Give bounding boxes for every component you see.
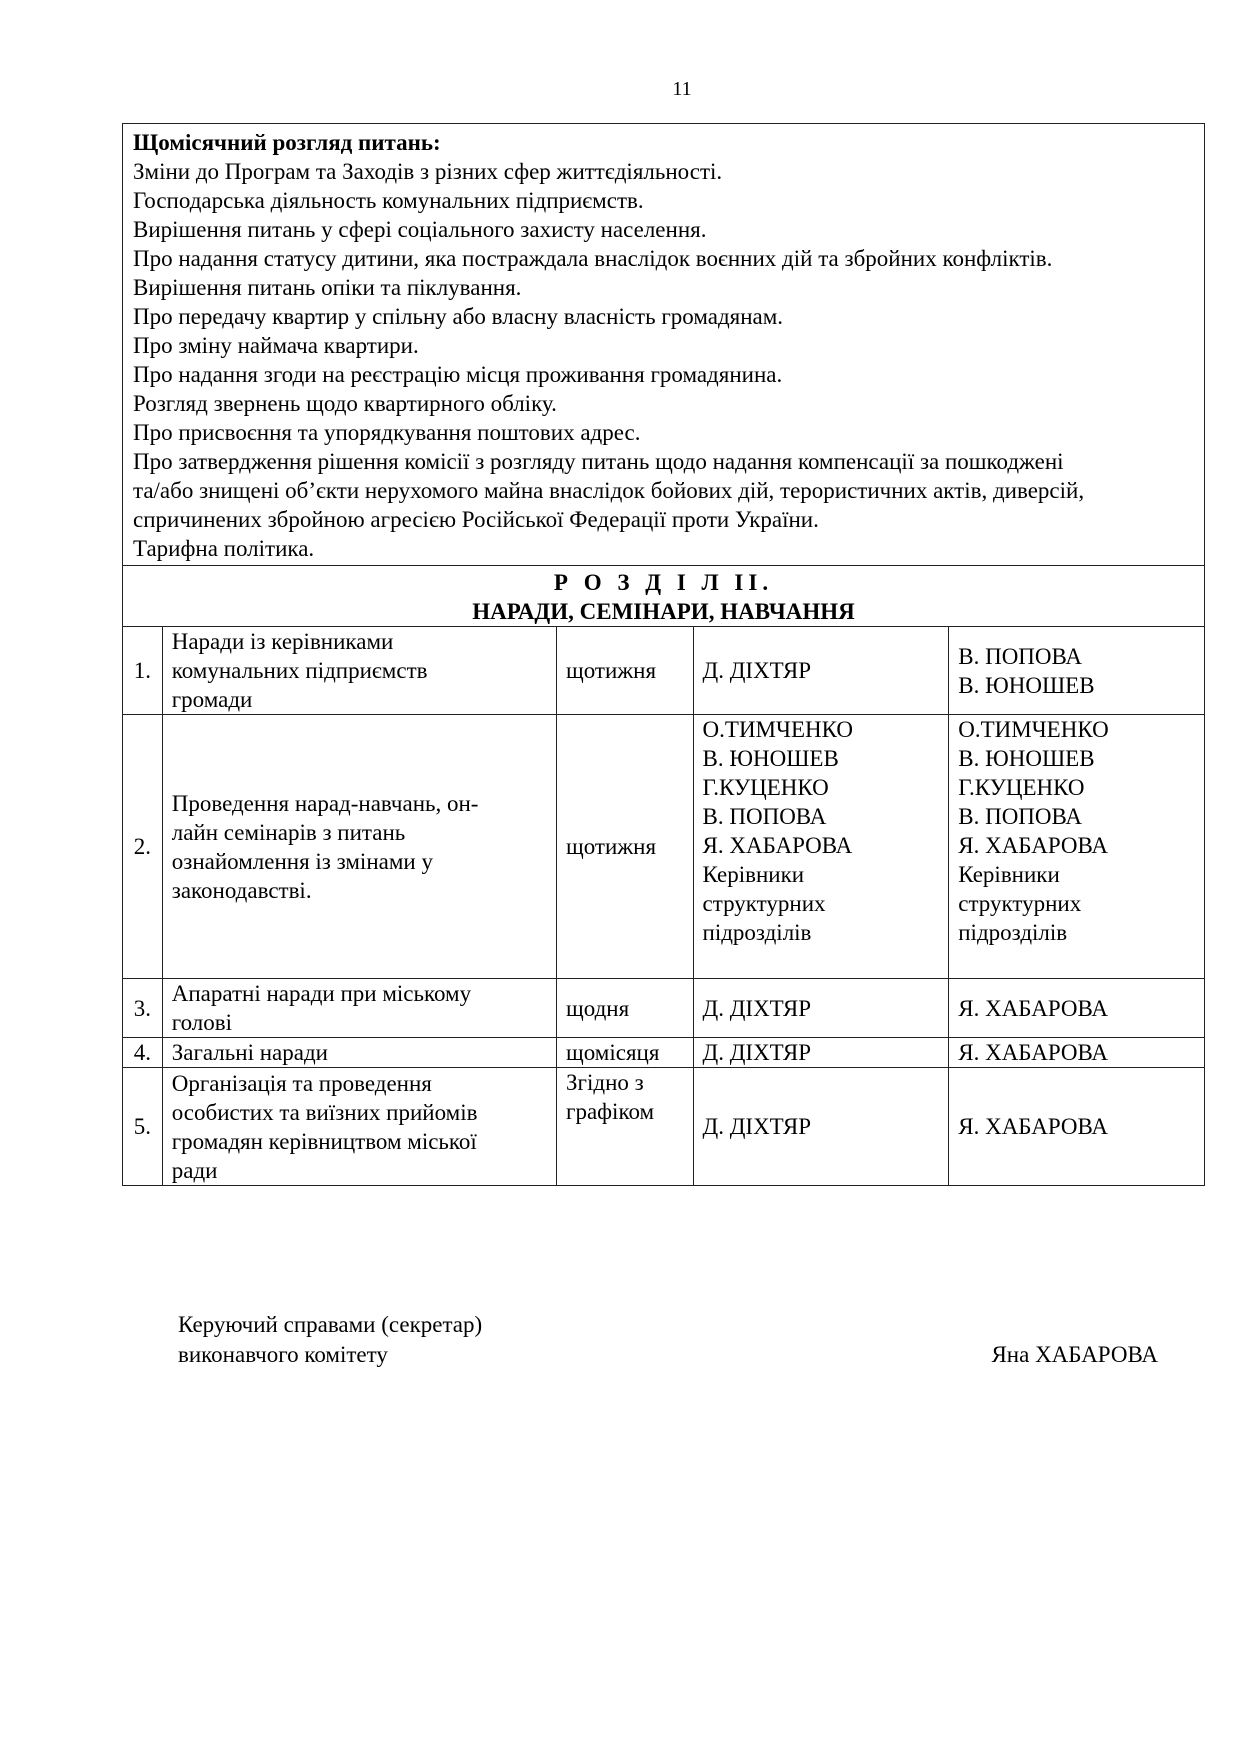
control-line: Я. ХАБАРОВА xyxy=(958,1114,1109,1139)
topic-item: Про зміну наймача квартири. xyxy=(133,333,419,358)
table-row xyxy=(123,715,1205,979)
signatory-position-line2: виконавчого комітету xyxy=(178,1342,388,1367)
topic-item: Про присвоєння та упорядкування поштових адрес. xyxy=(133,420,641,445)
responsible-person xyxy=(693,1068,949,1186)
row-number: 1. xyxy=(123,627,163,715)
event-name-line: громади xyxy=(171,687,253,712)
monthly-topics-title: Щомісячний розгляд питань: xyxy=(133,130,441,155)
topic-item: Про затвердження рішення комісії з розгляду питань щодо надання компенсації за пошкоджені xyxy=(133,449,1064,474)
plan-table xyxy=(122,123,1205,1186)
control-line: Керівники xyxy=(958,862,1060,887)
responsible-line: Керівники xyxy=(702,862,805,887)
event-name-line: комунальних підприємств xyxy=(171,658,428,683)
responsible-line: О.ТИМЧЕНКО xyxy=(702,717,853,742)
topic-item: Вирішення питань опіки та піклування. xyxy=(133,275,522,300)
event-frequency: щомісяця xyxy=(557,1038,694,1068)
signatory-position-line1: Керуючий справами (секретар) xyxy=(178,1312,483,1337)
event-frequency xyxy=(557,1068,694,1186)
topic-item: спричинених збройною агресією Російської Федерації проти України. xyxy=(133,507,819,532)
event-name xyxy=(162,1068,556,1186)
control-person xyxy=(949,715,1205,979)
responsible-line: Д. ДІХТЯР xyxy=(702,1040,811,1065)
page-number: 11 xyxy=(672,78,692,100)
control-person xyxy=(949,1038,1205,1068)
table-row xyxy=(123,979,1205,1038)
monthly-topics-cell xyxy=(123,124,1205,566)
control-line: структурних xyxy=(958,891,1082,916)
frequency-line: Згідно з xyxy=(566,1070,644,1095)
event-frequency: щотижня xyxy=(557,715,694,979)
section-title: НАРАДИ, СЕМІНАРИ, НАВЧАННЯ xyxy=(472,599,855,624)
responsible-person xyxy=(693,627,949,715)
table-row xyxy=(123,1038,1205,1068)
responsible-line: Г.КУЦЕНКО xyxy=(702,775,829,800)
event-name-line: голові xyxy=(171,1010,233,1035)
topic-item: Вирішення питань у сфері соціального захисту населення. xyxy=(133,217,707,242)
topic-item: Розгляд звернень щодо квартирного обліку. xyxy=(133,391,557,416)
responsible-line: Д. ДІХТЯР xyxy=(702,1114,811,1139)
control-person xyxy=(949,627,1205,715)
responsible-line: структурних xyxy=(702,891,826,916)
row-number: 2. xyxy=(123,715,163,979)
topic-item: Про передачу квартир у спільну або власну власність громадянам. xyxy=(133,304,784,329)
responsible-person xyxy=(693,979,949,1038)
control-person xyxy=(949,979,1205,1038)
event-name xyxy=(162,715,556,979)
section-number: Р О З Д І Л ІІ. xyxy=(553,570,774,595)
row-number: 4. xyxy=(123,1038,163,1068)
topic-item: Тарифна політика. xyxy=(133,536,315,561)
responsible-person xyxy=(693,715,949,979)
control-line: В. ПОПОВА xyxy=(958,804,1083,829)
table-row xyxy=(123,1068,1205,1186)
event-name-line: особистих та виїзних прийомів xyxy=(171,1099,478,1125)
frequency-line: графіком xyxy=(566,1099,655,1124)
control-line: В. ЮНОШЕВ xyxy=(958,672,1095,698)
event-name-line: ознайомлення із змінами у xyxy=(171,848,433,874)
responsible-line: Д. ДІХТЯР xyxy=(702,658,811,683)
responsible-line: В. ПОПОВА xyxy=(702,804,827,829)
control-line: Я. ХАБАРОВА xyxy=(958,833,1109,858)
topic-item: Зміни до Програм та Заходів з різних сфер життєдіяльності. xyxy=(133,159,723,184)
event-name xyxy=(162,1038,556,1068)
section-header xyxy=(123,566,1205,627)
event-name-line: ради xyxy=(171,1157,218,1183)
event-name-line: Апаратні наради при міському xyxy=(171,981,472,1006)
event-frequency: щотижня xyxy=(557,627,694,715)
topic-item: та/або знищені об’єкти нерухомого майна внаслідок бойових дій, терористичних актів, диверсій, xyxy=(133,478,1085,503)
event-name-line: законодавстві. xyxy=(171,877,312,903)
responsible-person xyxy=(693,1038,949,1068)
event-name xyxy=(162,979,556,1038)
control-person xyxy=(949,1068,1205,1186)
section-header-row xyxy=(123,566,1205,627)
topic-item: Господарська діяльность комунальних підприємств. xyxy=(133,188,644,213)
control-line: Я. ХАБАРОВА xyxy=(958,995,1109,1021)
signatory-name: Яна ХАБАРОВА xyxy=(991,1342,1158,1367)
control-line: О.ТИМЧЕНКО xyxy=(958,717,1109,742)
control-line: В. ПОПОВА xyxy=(958,643,1083,669)
event-frequency: щодня xyxy=(557,979,694,1038)
event-name-line: Загальні наради xyxy=(171,1040,328,1065)
control-line: Г.КУЦЕНКО xyxy=(958,775,1085,800)
event-name-line: лайн семінарів з питань xyxy=(171,819,406,845)
responsible-line: Я. ХАБАРОВА xyxy=(702,833,853,858)
control-line: В. ЮНОШЕВ xyxy=(958,746,1095,771)
event-name-line: громадян керівництвом міської xyxy=(171,1128,477,1154)
event-name-line: Організація та проведення xyxy=(171,1070,432,1096)
responsible-line: підрозділів xyxy=(702,920,812,945)
row-number: 3. xyxy=(123,979,163,1038)
topic-item: Про надання статусу дитини, яка постраждала внаслідок воєнних дій та збройних конфліктів. xyxy=(133,246,1053,271)
responsible-line: В. ЮНОШЕВ xyxy=(702,746,839,771)
monthly-topics-row xyxy=(123,124,1205,566)
control-line: Я. ХАБАРОВА xyxy=(958,1040,1109,1065)
signature-block xyxy=(178,1310,1158,1370)
topic-item: Про надання згоди на реєстрацію місця проживання громадянина. xyxy=(133,362,783,387)
responsible-line: Д. ДІХТЯР xyxy=(702,995,811,1021)
row-number: 5. xyxy=(123,1068,163,1186)
event-name-line: Проведення нарад-навчань, он- xyxy=(171,790,479,816)
table-row xyxy=(123,627,1205,715)
event-name xyxy=(162,627,556,715)
control-line: підрозділів xyxy=(958,920,1068,945)
event-name-line: Наради із керівниками xyxy=(171,629,394,654)
